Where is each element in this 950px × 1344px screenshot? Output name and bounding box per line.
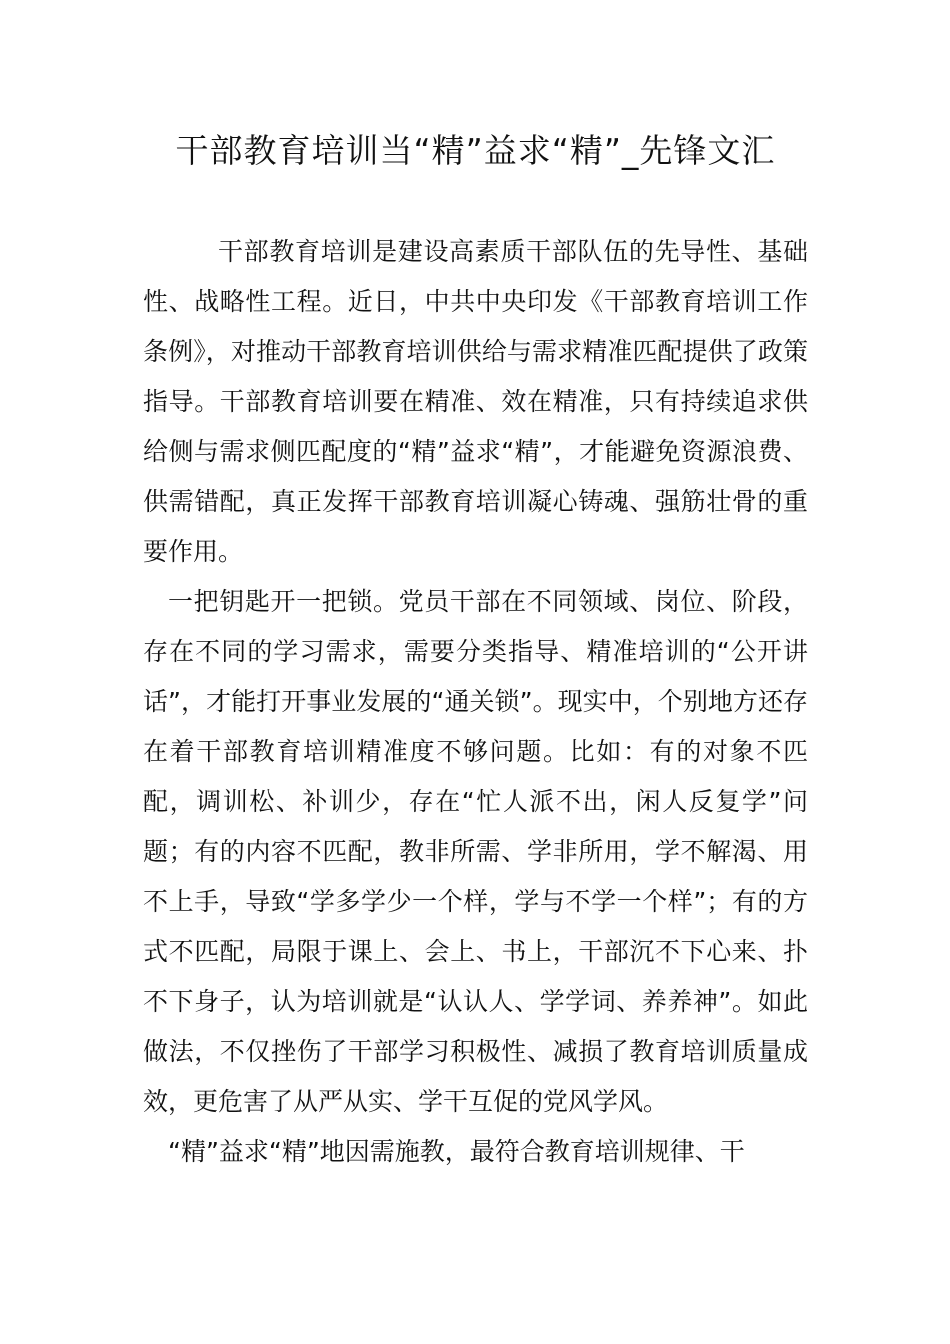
paragraph-one-key-one-lock: 一把钥匙开一把锁。党员干部在不同领域、岗位、阶段，存在不同的学习需求，需要分类指导、精准培训的“公开讲话”，才能打开事业发展的“通关锁”。现实中，个别地方还存在着干部教育培训精准度不够问题。比如：有的对象不匹配，调训松、补训少，存在“忙人派不出，闲人反复学”问题；有的内容不匹配，教非所需、学非所用，学不解渴、用不上手，导致“学多学少一个样，学与不学一个样”；有的方式不匹配，局限于课上、会上、书上，干部沉不下心来、扑不下身子，认为培训就是“认认人、学学词、养养神”。如此做法，不仅挫伤了干部学习积极性、减损了教育培训质量成效，更危害了从严从实、学干互促的党风学风。 [143,587,808,1116]
document-title: 干部教育培训当“精”益求“精”_先锋文汇 [175,131,776,170]
document-body [143,227,808,1177]
paragraph-intro: 干部教育培训是建设高素质干部队伍的先导性、基础性、战略性工程。近日，中共中央印发《干部教育培训工作条例》，对推动干部教育培训供给与需求精准匹配提供了政策指导。干部教育培训要在精准、效在精准，只有持续追求供给侧与需求侧匹配度的“精”益求“精”，才能避免资源浪费、供需错配，真正发挥干部教育培训凝心铸魂、强筋壮骨的重要作用。 [143,237,808,566]
paragraph-teach-by-need: “精”益求“精”地因需施教，最符合教育培训规律、干 [168,1137,745,1166]
